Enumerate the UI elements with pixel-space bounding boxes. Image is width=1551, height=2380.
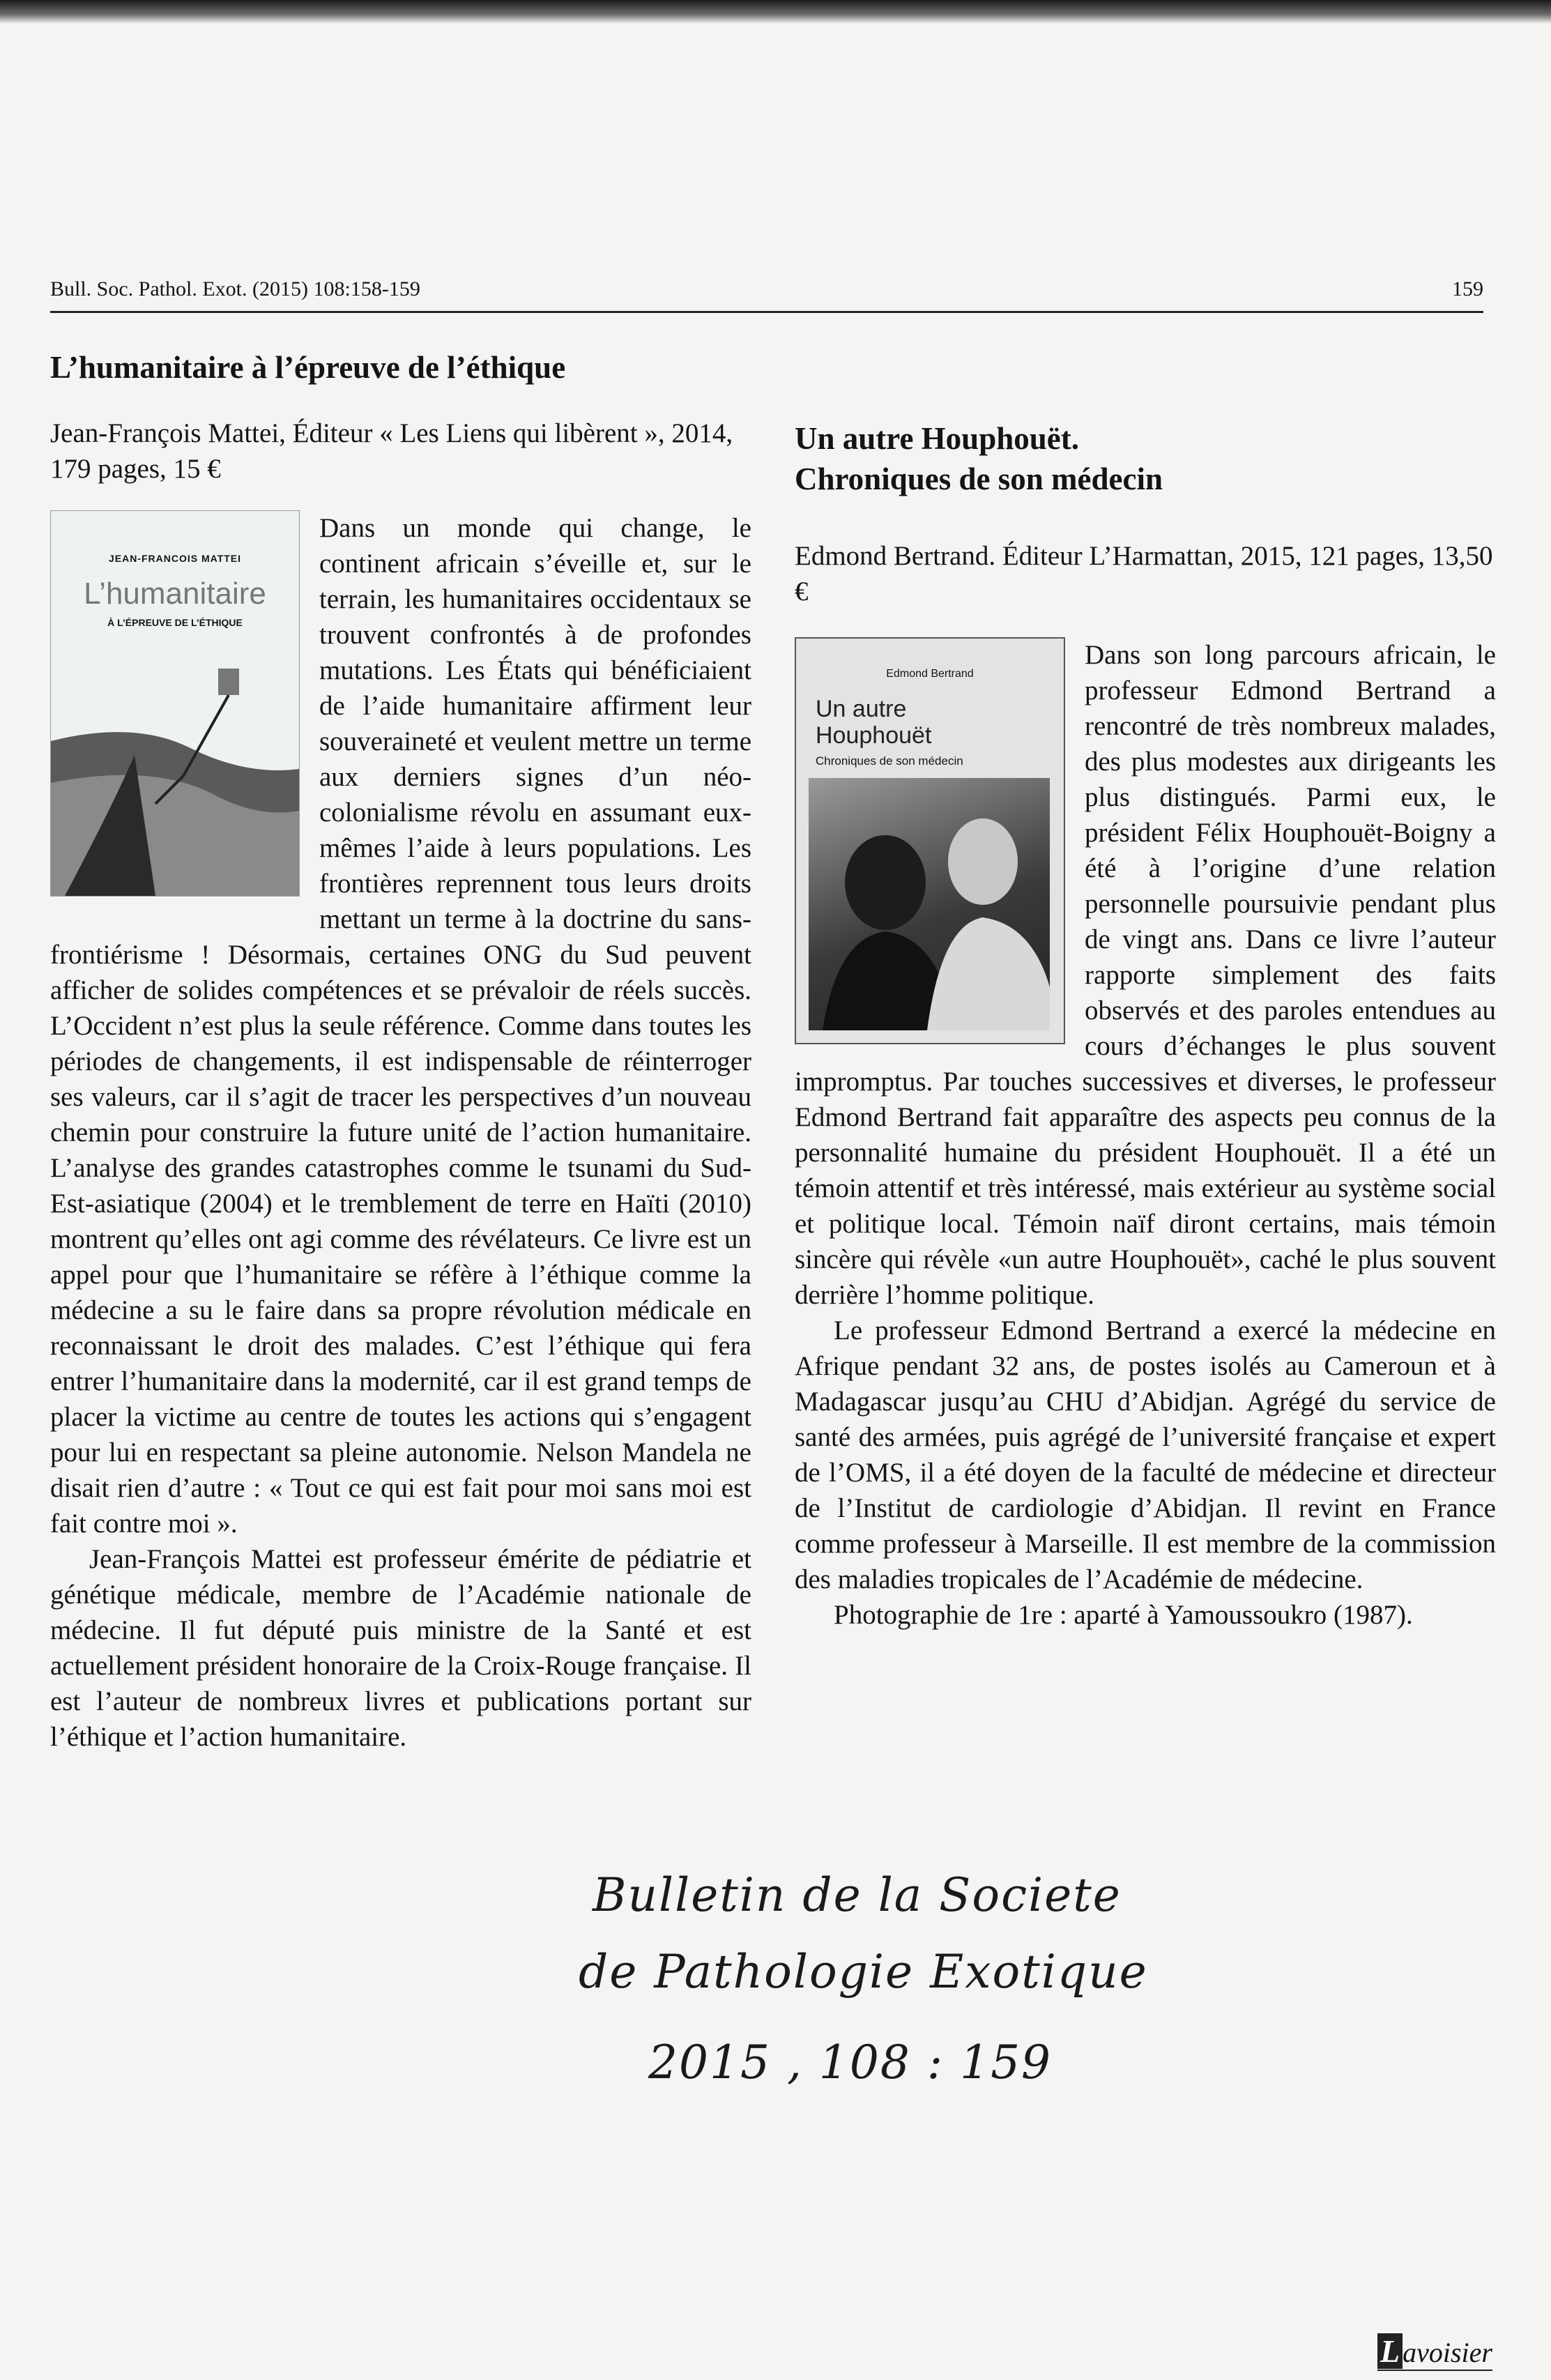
publisher-logo	[1377, 2333, 1492, 2371]
handwritten-line-1: Bulletin de la Societe	[593, 1868, 1122, 1922]
review1-title: L’humanitaire à l’épreuve de l’éthique	[50, 350, 566, 385]
review1-paragraph-1: Dans un monde qui change, le continent africain s’éveille et, sur le terrain, les humanitaires occidentaux se trouvent confrontés à de profondes mutations. Les États qui bénéficiaient de l’aide humanitaire affirment leur souveraineté et veulent mettre un terme aux derniers signes d’un néo-colonialisme révolu en assumant eux-mêmes l’aide à leurs populations. Les frontières reprennent tous leurs droits mettant un terme à la doctrine du sans-frontiérisme ! Désormais, certaines ONG du Sud peuvent afficher de solides compétences et se prévaloir de réels succès. L’Occident n’est plus la seule référence. Comme dans toutes les périodes de changements, il est indispensable de réinterroger ses valeurs, car il s’agit de tracer les perspectives d’un nouveau chemin pour construire la future unité de l’action humanitaire. L’analyse des grandes catastrophes comme le tsunami du Sud-Est-asiatique (2004) et le tremblement de terre en Haïti (2010) montrent qu’elles ont agi comme des révélateurs. Ce livre est un appel pour que l’humanitaire se réfère à l’éthique comme la médecine a su le faire dans sa propre révolution médicale en reconnaissant le droit des malades. C’est l’éthique qui fera entrer l’humanitaire dans la modernité, car il est grand temps de placer la victime au centre de toutes les actions qui s’engagent pour lui en respectant sa pleine autonomie. Nelson Mandela ne disait rien d’autre : « Tout ce qui est fait pour moi sans moi est fait contre moi ».	[50, 513, 751, 1539]
review2-book-cover	[795, 637, 1065, 1044]
review1-cover-subtitle: À L’ÉPREUVE DE L’ÉTHIQUE	[107, 617, 243, 628]
left-column	[50, 347, 751, 1755]
review2-title-line-2: Chroniques de son médecin	[795, 461, 1163, 496]
review2-photo-credit: Photographie de 1re : aparté à Yamoussoukro (1987).	[834, 1600, 1413, 1630]
review1-paragraph-2: Jean-François Mattei est professeur émérite de pédiatrie et génétique médicale, membre de l’Académie nationale de médecine. Il fut député puis ministre de la Santé et est actuellement président honoraire de la Croix-Rouge française. Il est l’auteur de nombreux livres et publications portant sur l’éthique et l’action humanitaire.	[50, 1544, 751, 1752]
review1-book-cover	[50, 510, 300, 897]
cover-photo-figures	[809, 778, 1050, 1030]
publisher-logo-initial: L	[1377, 2333, 1403, 2369]
scan-top-edge	[0, 0, 1551, 24]
right-column	[795, 418, 1496, 1633]
review2-cover-title	[816, 696, 931, 749]
handwritten-line-2: de Pathologie Exotique	[579, 1945, 1148, 1999]
page-number: 159	[1452, 277, 1483, 300]
publisher-logo-rest: avoisier	[1403, 2337, 1492, 2368]
review2-paragraph-1: Dans son long parcours africain, le professeur Edmond Bertrand a rencontré de très nombreux malades, des plus modestes aux dirigeants les plus distingués. Parmi eux, le président Félix Houphouët-Boigny a été à l’origine d’une relation personnelle poursuivie pendant plus de vingt ans. Dans ce livre l’auteur rapporte simplement des faits observés et des paroles entendues au cours d’échanges le plus souvent impromptus. Par touches successives et diverses, le professeur Edmond Bertrand fait apparaître des aspects peu connus de la personnalité humaine du président Houphouët. Il a été un témoin attentif et très intéressé, mais extérieur au système social et politique local. Témoin naïf diront certains, mais témoin sincère qui révèle «un autre Houphouët», caché le plus souvent derrière l’homme politique.	[795, 640, 1496, 1310]
review2-paragraph-2: Le professeur Edmond Bertrand a exercé la médecine en Afrique pendant 32 ans, de postes isolés au Cameroun et à Madagascar jusqu’au CHU d’Abidjan. Agrégé du service de santé des armées, puis agrégé de l’université française et expert de l’OMS, il a été doyen de la faculté de médecine et directeur de l’Institut de cardiologie d’Abidjan. Il revint en France comme professeur à Marseille. Il est membre de la commission des maladies tropicales de l’Académie de médecine.	[795, 1315, 1496, 1594]
review2-cover-title-line-2: Houphouët	[816, 722, 932, 749]
handwritten-note	[579, 1868, 1276, 2147]
review2-cover-title-line-1: Un autre	[816, 696, 907, 722]
review2-biblio: Edmond Bertrand. Éditeur L’Harmattan, 2015, 121 pages, 13,50 €	[795, 541, 1493, 607]
review2-cover-author: Edmond Bertrand	[886, 668, 974, 680]
review1-cover-author: JEAN-FRANCOIS MATTEI	[108, 553, 242, 564]
journal-citation: Bull. Soc. Pathol. Exot. (2015) 108:158-159	[50, 277, 420, 300]
header-rule	[50, 311, 1483, 313]
review2-cover-subtitle: Chroniques de son médecin	[816, 754, 963, 768]
review1-biblio: Jean-François Mattei, Éditeur « Les Liens qui libèrent », 2014, 179 pages, 15 €	[50, 418, 733, 484]
review1-cover-title: L’humanitaire	[84, 577, 266, 611]
running-header	[50, 277, 1483, 305]
review2-title-line-1: Un autre Houphouët.	[795, 421, 1079, 456]
review2-cover-photo	[809, 778, 1050, 1030]
cover-illustration	[51, 511, 299, 896]
handwritten-line-3: 2015 , 108 : 159	[648, 2036, 1053, 2089]
